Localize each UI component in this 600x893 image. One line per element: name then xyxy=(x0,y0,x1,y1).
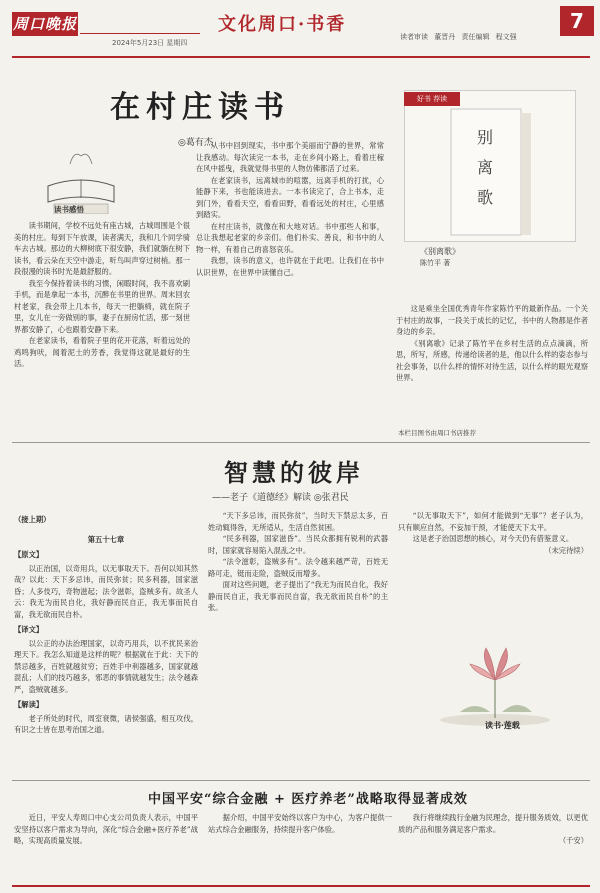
chapter-heading: 第五十七章 xyxy=(87,534,125,544)
emblem-label: 读书感悟 xyxy=(54,205,84,214)
paragraph: 这是乘坐全国优秀青年作家陈竹平的最新作品。一个关于村庄的故事，一段关于成长的记忆，书中的人物都是作者身边的乡亲。 xyxy=(396,304,588,336)
svg-text:歌: 歌 xyxy=(476,188,494,207)
page-number: 7 xyxy=(560,6,594,36)
paragraph: 从书中回到现实，书中那个美丽而宁静的世界，常常让我感动。每次读完一本书，走在乡间小路上，看着庄稼在风中摇曳，我就觉得书里的人物仿佛都活了过来。 xyxy=(196,141,384,173)
paragraph: 《别离歌》记录了陈竹平在乡村生活的点点滴滴，所思，所写，所感，传递给读者的是，他以什么样的姿态参与社会事务，以什么样的情怀对待生活，以什么样的眼光观察世界。 xyxy=(396,338,588,382)
book-illustration-icon xyxy=(405,91,575,241)
paragraph: “民多利器，国家滋昏”。当民众都拥有锐利的武器时，国家就容易陷入混乱之中。 xyxy=(208,534,388,555)
newspaper-logo: 周口晚报 xyxy=(12,12,78,36)
article2-title: 智慧的彼岸 xyxy=(224,458,364,487)
section-divider xyxy=(12,780,590,781)
section-divider xyxy=(12,442,590,443)
article1-column3 xyxy=(396,303,588,384)
issue-date: 2024年5月23日 星期四 xyxy=(112,39,188,47)
article3-column2 xyxy=(208,812,392,835)
analysis-text: 老子所处的时代，周室衰微，诸侯强盛，相互攻伐，有识之士皆在思考治国之道。 xyxy=(14,713,198,734)
translation-text: 以公正的办法治理国家，以奇巧用兵，以不扰民来治理天下。我怎么知道是这样的呢？根据就在于此：天下的禁忌越多，百姓就越贫穷；百姓手中利器越多，国家就越混乱；人们的技巧越多，邪恶的事情就越发生；法令越森严，盗贼就越多。 xyxy=(14,638,198,694)
paragraph: 我至今保持着读书的习惯，闲暇时间，我不喜欢刷手机，而是拿起一本书，沉醉在书里的世界。周末回农村老家，我会带上几本书，每天一把躺椅，就在院子里，女儿在一旁做别的事，妻子在厨房忙活，那一刻世界都安静了，心也跟着安静下来。 xyxy=(14,278,190,334)
paragraph: 我想，读书的意义，也许就在于此吧。让我们在书中认识世界，在世界中读懂自己。 xyxy=(196,256,384,277)
paragraph: “天下多忌讳，而民弥贫”，当时天下禁忌太多，百姓动辄得咎，无所适从，生活自然贫困。 xyxy=(208,511,388,532)
to-be-continued: （未完待续） xyxy=(544,545,588,555)
article1-column1 xyxy=(14,220,190,370)
book-recommend-badge: 好书 荐读 xyxy=(404,92,460,106)
article3-byline: （千安） xyxy=(558,836,588,845)
book-caption-author: 陈竹平 著 xyxy=(420,259,451,267)
book-cover-image xyxy=(404,90,576,242)
paragraph: “法令滋彰，盗贼多有”。法令越来越严苛，百姓无路可走，铤而走险，盗贼反而增多。 xyxy=(208,557,388,578)
section-title: 文化周口·书香 xyxy=(218,14,347,35)
article1-title: 在村庄读书 xyxy=(110,90,290,125)
paragraph: 读书期间，学校不远处有座古城，古城周围是个很美的村庄。每到下午放课，读者满天，我和几个同学骑车去古城。那边的大柳树底下很安静，我们就躺在树下读书，看云朵在天空中游走，听鸟叫声穿过树梢。那一段很漫的读书时光是最舒服的。 xyxy=(14,221,190,276)
article3-column1 xyxy=(14,812,198,847)
article2-column3 xyxy=(398,510,588,556)
article2-column1 xyxy=(14,510,198,736)
article3-title: 中国平安“综合金融 + 医疗养老”战略取得显著成效 xyxy=(148,792,468,807)
paragraph: 在老家读书，看着院子里的花开花落，听着远处的鸡鸣狗吠，闻着泥土的芳香，我觉得这就是最好的生活。 xyxy=(14,336,190,368)
paragraph: 据介绍，中国平安始终以客户为中心，为客户提供一站式综合金融服务，持续提升客户体验。 xyxy=(208,813,392,834)
article2-subtitle: ——老子《道德经》解读 ◎张君民 xyxy=(212,493,349,503)
svg-text:离: 离 xyxy=(476,158,494,177)
lotus-illustration-icon xyxy=(420,640,570,730)
lotus-caption: 读书·莲载 xyxy=(485,720,520,730)
paragraph: 面对这些问题，老子提出了“我无为而民自化，我好静而民自正，我无事而民自富，我无欲而民自朴”的主张。 xyxy=(208,580,388,612)
masthead-rule xyxy=(12,56,590,58)
label-analysis: 【解读】 xyxy=(14,700,44,709)
label-translation: 【译文】 xyxy=(14,625,44,634)
article3-column3 xyxy=(398,812,588,847)
paragraph: “以无事取天下”，如何才能做到“无事”？老子认为，只有顺应自然，不妄加干预，才能使天下太平。 xyxy=(398,511,588,532)
paragraph: 我行将继续践行金融为民理念，提升服务质效，以更优质的产品和服务满足客户需求。 xyxy=(398,813,588,834)
article1-author: ◎葛有杰 xyxy=(178,138,213,148)
book-caption-title: 《别离歌》 xyxy=(420,247,460,256)
paragraph: 近日，平安人寿周口中心支公司负责人表示，中国平安坚持以客户需求为导向，深化“综合金融+医疗养老”战略，实现高质量发展。 xyxy=(14,813,198,845)
svg-text:别: 别 xyxy=(476,128,494,147)
original-text: 以正治国，以奇用兵，以无事取天下。吾何以知其然哉？以此：天下多忌讳，而民弥贫；民多利器，国家滋昏；人多伎巧，奇物滋起；法令滋彰，盗贼多有。故圣人云：我无为而民自化，我好静而民自正，我无事而民自富，我无欲而民自朴。 xyxy=(14,563,198,619)
book-credit: 本栏目图书由周口书店推荐 xyxy=(398,429,476,437)
continued-note: （接上期） xyxy=(14,515,51,524)
label-original: 【原文】 xyxy=(14,550,44,559)
paragraph: 这是老子治国思想的核心，对今天仍有借鉴意义。 xyxy=(412,534,574,543)
logo-underline xyxy=(80,33,200,34)
bottom-rule xyxy=(12,885,590,887)
paragraph: 在老家读书，远离城市的喧嚣，远离手机的打扰，心能静下来，书也能读进去。一本书读完了，合上书本，走到门外，看看天空，看看田野，看看远处的村庄，心里感到踏实。 xyxy=(196,175,384,219)
article2-column2 xyxy=(208,510,388,614)
editor-credits: 读者审读 董晋丹 责任编辑 程文强 xyxy=(400,33,517,41)
article1-column2 xyxy=(196,140,384,278)
paragraph: 在村庄读书，就像在和大地对话。书中那些人和事，总让我想起老家的乡亲们。他们朴实、善良，和书中的人物一样，有着自己的喜怒哀乐。 xyxy=(196,221,384,254)
